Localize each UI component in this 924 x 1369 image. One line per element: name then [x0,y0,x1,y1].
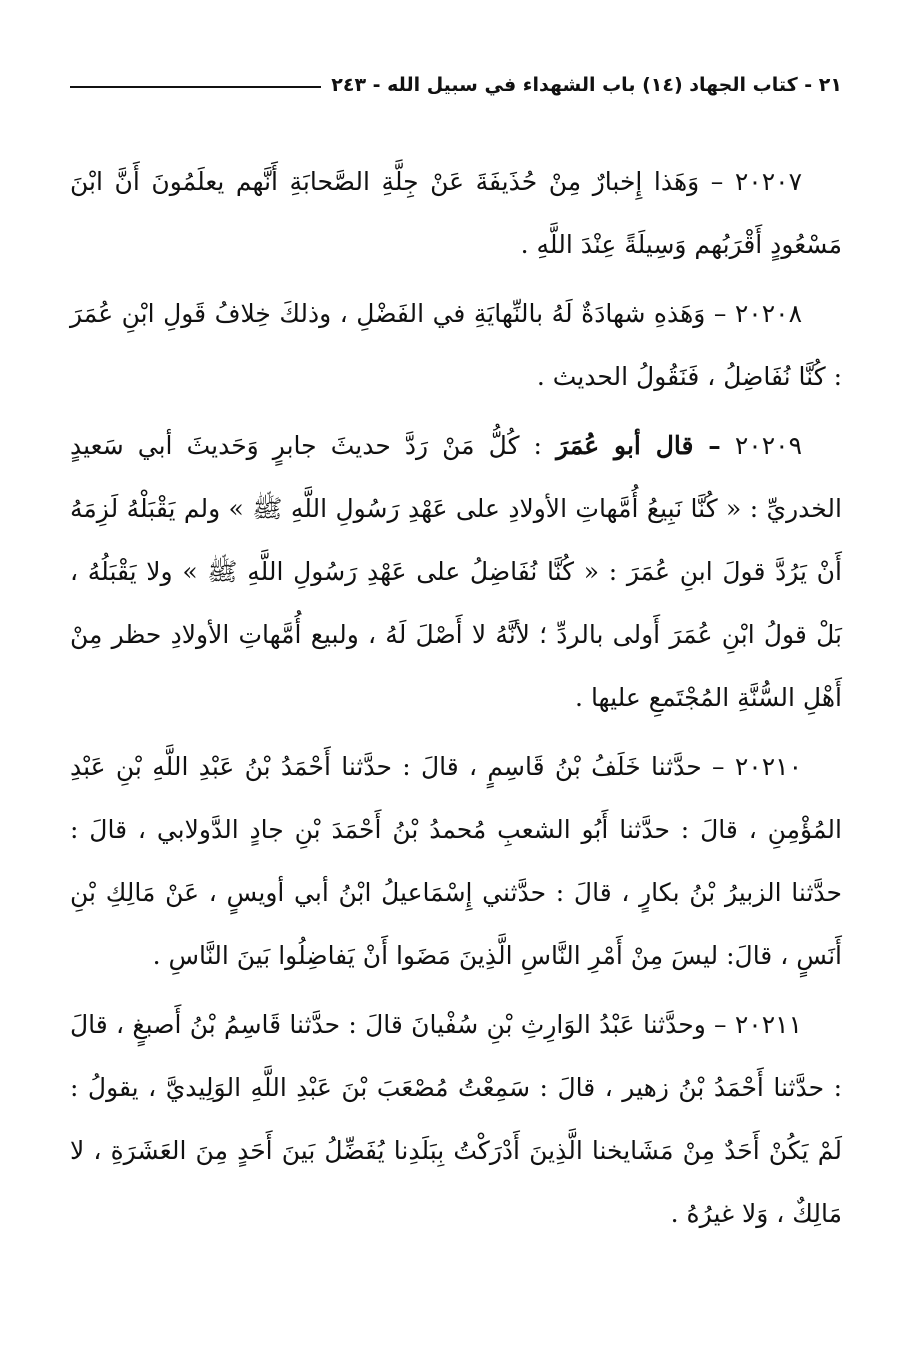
paragraph-number: ٢٠٢١٠ [734,752,802,781]
paragraph-20207 [70,150,842,276]
paragraph-number: ٢٠٢٠٧ [734,167,802,196]
paragraph-lead: – قال أبو عُمَرَ [556,431,721,460]
paragraph-20208 [70,282,842,408]
paragraph-text: – وحدَّثنا عَبْدُ الوَارِثِ بْنِ سُفْيانَ قالَ : حدَّثنا قَاسِمُ بْنُ أَصبغٍ ، قالَ : حدَّثنا أَحْمَدُ بْنُ زهير ، قالَ : سَمِعْتُ مُصْعَبَ بْنَ عَبْدِ اللَّهِ الوَلِيديَّ ، يقولُ : لَمْ يَكُنْ أَحَدٌ مِنْ مَشَايخنا الَّذِينَ أَدْرَكْتُ بِبَلَدِنا يُفَضِّلُ بَينَ أَحَدٍ مِنَ العَشَرَةِ ، لا مَالِكٌ ، وَلا غيرُهُ . [70,1010,842,1228]
paragraph-number: ٢٠٢٠٩ [734,431,802,460]
paragraph-text: – حدَّثنا خَلَفُ بْنُ قَاسِمٍ ، قالَ : حدَّثنا أَحْمَدُ بْنُ عَبْدِ اللَّهِ بْنِ عَبْدِ المُؤْمِنِ ، قالَ : حدَّثنا أَبُو الشعبِ مُحمدُ بْنُ أَحْمَدَ بْنِ جادٍ الدَّولابي ، قالَ : حدَّثنا الزبيرُ بْنُ بكارٍ ، قالَ : حدَّثني إِسْمَاعيلُ ابْنُ أبي أويسٍ ، عَنْ مَالِكِ بْنِ أَنَسٍ ، قالَ: ليسَ مِنْ أَمْرِ النَّاسِ الَّذِينَ مَضَوا أَنْ يَفاضِلُوا بَينَ النَّاسِ . [70,752,842,970]
paragraph-text: : كُلُّ مَنْ رَدَّ حديثَ جابرٍ وَحَديثَ أبي سَعيدٍ الخدريِّ : « كُنَّا نَبِيعُ أُمَّهاتِ الأولادِ على عَهْدِ رَسُولِ اللَّهِ ﷺ » ولم يَقْبَلْهُ لَزِمَهُ أَنْ يَرُدَّ قولَ ابنِ عُمَرَ : « كُنَّا نُفَاضِلُ على عَهْدِ رَسُولِ اللَّهِ ﷺ » ولا يَقْبَلُهُ ، بَلْ قولُ ابْنِ عُمَرَ أَولى بالردِّ ؛ لأنَّهُ لا أَصْلَ لَهُ ، ولبيع أُمَّهاتِ الأولادِ حظر مِنْ أَهْلِ السُّنَّةِ المُجْتَمعِ عليها . [70,431,842,712]
paragraph-number: ٢٠٢١١ [734,1010,802,1039]
header-rule [70,86,321,88]
paragraph-20209 [70,414,842,729]
running-title: ٢١ - كتاب الجهاد (١٤) باب الشهداء في سبيل الله - ٢٤٣ [331,74,842,96]
paragraph-number: ٢٠٢٠٨ [734,299,803,328]
paragraph-text: – وَهَذهِ شهادَةٌ لَهُ بالنِّهايَةِ في الفَضْلِ ، وذلكَ خِلافُ قَولِ ابْنِ عُمَرَ : كُنَّا نُفَاضِلُ ، فَنَقُولُ الحديث . [70,299,842,391]
running-header [70,70,842,100]
main-text [70,150,842,1251]
paragraph-20210 [70,735,842,987]
paragraph-20211 [70,993,842,1245]
paragraph-text: – وَهَذا إِخبارٌ مِنْ حُذَيفَةَ عَنْ جِلَّةِ الصَّحابَةِ أَنَّهم يعلَمُونَ أَنَّ ابْنَ مَسْعُودٍ أَقْرَبُهم وَسِيلَةً عِنْدَ اللَّهِ . [70,167,842,259]
